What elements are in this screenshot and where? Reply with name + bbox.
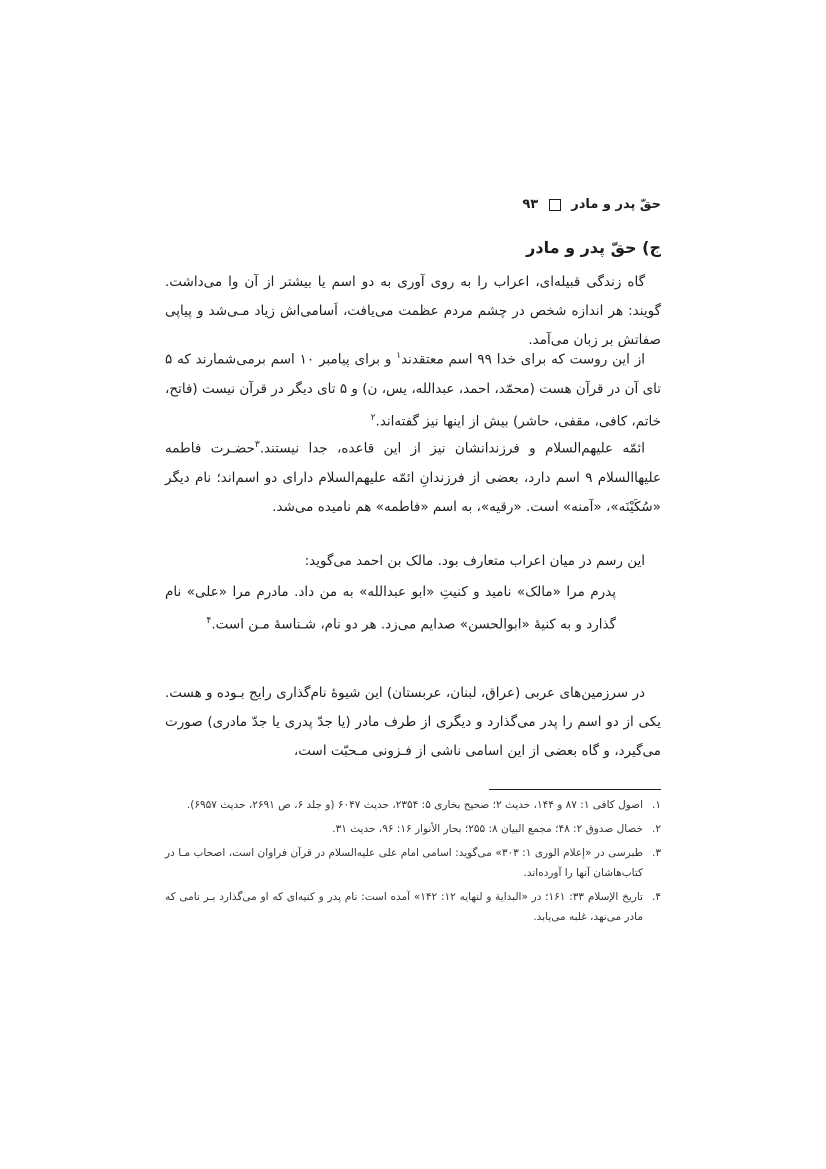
running-header [161,197,661,212]
paragraph-2-text-b: و برای پیامبر ۱۰ اسم برمی‌شمارند که ۵ تای آن در قرآن هست (محمّد، احمد، عبدالله، یس، ن) و ۵ تای دیگر در قرآن نیست (فاتح، خاتم، کافی، مقفی، حاشر) بیش از اینها نیز گفته‌اند. [165,351,662,429]
footnote-number: ۲. [652,823,661,835]
footnote-4 [165,887,661,927]
paragraph-2-text-a: از این روست که برای خدا ۹۹ اسم معتقدند [401,351,645,368]
running-title: حقّ پدر و مادر [571,197,661,212]
paragraph-3-text-a: ائمّه علیهم‌السلام و فرزندانشان نیز از این قاعده، جدا نیستند. [259,440,645,457]
paragraph-5-text: در سرزمین‌های عربی (عراق، لبنان، عربستان) این شیوهٔ نام‌گذاری رایج بـوده و هست. یکی از دو اسم را پدر می‌گذارد و دیگری از طرف مادر (یا جدّ پدری یا جدّ مادری) صورت می‌گیرد، و گاه بعضی از این اسامی ناشی از فـزونی مـحبّت است، [165,685,661,759]
footnote-ref-3[interactable]: ۳ [254,440,260,450]
paragraph-4 [165,547,661,576]
paragraph-1-text: گاه زندگی قبیله‌ای، اعراب را به روی آوری به دو اسم یا بیشتر از آن وا می‌داشت. گویند: هر اندازه شخص در چشم مردم عظمت می‌یافت، اَسامی‌اش زیاد مـی‌شد و پیاپی صفاتش بر زبان می‌آمد. [165,274,661,348]
quote-text: پدرم مرا «مالک» نامید و کنیتِ «ابو عبدالله» به من داد. مادرم مرا «علی» نام گذارد و به کنیهٔ «ابوالحسن» صدایم می‌زد. هر دو نام، شـناسهٔ مـن است. [165,584,616,633]
footnote-ref-1[interactable]: ۱ [396,351,402,361]
footnotes [165,795,661,931]
footnote-text: تاریخ الإسلام ۳۳: ۱۶۱؛ در «البدایة و لنهایه ۱۲: ۱۴۲» آمده است: نام پدر و کنیه‌ای که او می‌گذارد بـر نامی که مادر می‌نهد، غلبه می‌یابد. [165,891,643,923]
footnote-3 [165,843,661,883]
paragraph-5 [165,679,661,766]
section-title: ج) حقّ پدر و مادر [526,238,661,257]
footnote-number: ۳. [652,847,661,859]
paragraph-4-text: این رسم در میان اعراب متعارف بود. مالک بن احمد می‌گوید: [304,553,645,569]
square-ornament-icon [549,199,561,211]
footnote-ref-4[interactable]: ۴ [206,616,212,626]
footnote-text: طبرسی در «إعلام الوری ۱: ۳۰۳» می‌گوید: اسامی امام علی علیه‌السلام در قرآن فراوان است، اصحاب مـا در کتاب‌هاشان آنها را آورده‌اند. [165,847,643,879]
footnote-2 [165,819,661,839]
footnote-text: اصول کافی ۱: ۸۷ و ۱۴۴، حدیث ۲؛ صحیح بخاری ۵: ۲۳۵۴، حدیث ۶۰۴۷ (و جلد ۶، ص ۲۶۹۱، حدیث ۶۹۵۷). [186,799,643,811]
footnote-1 [165,795,661,815]
block-quote [165,578,616,640]
footnote-number: ۱. [652,799,661,811]
footnote-text: خصال صدوق ۲: ۴۸؛ مجمع البیان ۸: ۲۵۵؛ بحار الأنوار ۱۶: ۹۶، حدیث ۳۱. [332,823,643,835]
footnote-divider [489,789,661,790]
page-number: ۹۳ [522,197,539,212]
paragraph-2 [165,342,661,436]
paragraph-3-text-b: حضـرت فاطمه علیهاالسلام ۹ اسم دارد، بعضی از فرزندانِ ائمّه علیهم‌السلام دارای دو اسم‌اند؛ نام دیگر «سُکَیْنَه»، «آمنه» است. «رقیه»، به اسم «فاطمه» هم نامیده می‌شد. [165,440,662,515]
footnote-number: ۴. [652,891,661,903]
footnote-ref-2[interactable]: ۲ [370,412,376,423]
paragraph-3 [165,431,661,522]
